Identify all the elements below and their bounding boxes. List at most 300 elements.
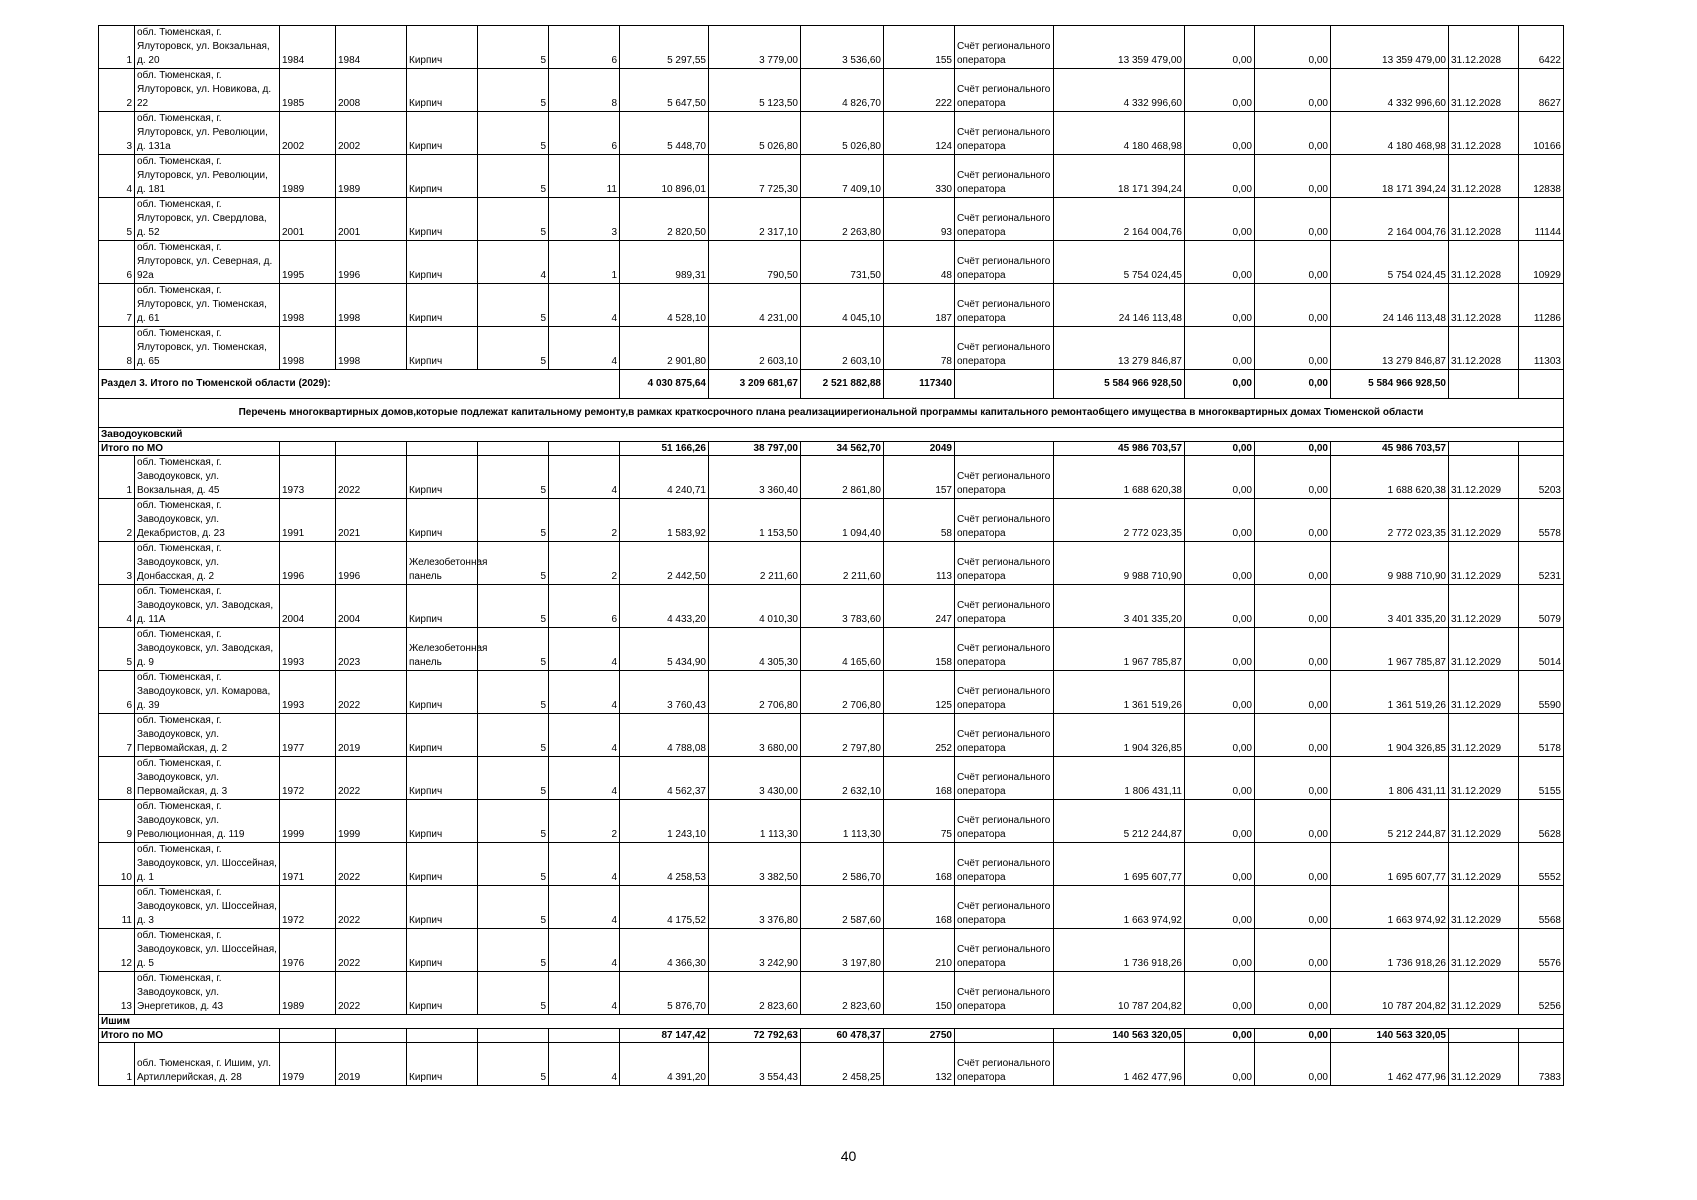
cell-c2: 0,00 bbox=[1255, 112, 1331, 155]
cell-fund: Счёт регионального оператора bbox=[955, 499, 1054, 542]
cell-c2: 0,00 bbox=[1255, 542, 1331, 585]
cell-floors: 5 bbox=[478, 155, 549, 198]
cell-address: обл. Тюменская, г. Заводоуковск, ул. Донбасская, д. 2 bbox=[135, 542, 280, 585]
cell-cost: 1 904 326,85 bbox=[1054, 714, 1185, 757]
cell-area-living: 3 376,80 bbox=[709, 886, 801, 929]
cell-entrances: 4 bbox=[549, 843, 620, 886]
cell-area-total: 4 258,53 bbox=[620, 843, 709, 886]
section-total-cost: 5 584 966 928,50 bbox=[1054, 370, 1185, 399]
cell-people: 157 bbox=[884, 456, 955, 499]
cell-address: обл. Тюменская, г. Заводоуковск, ул. Энергетиков, д. 43 bbox=[135, 972, 280, 1015]
table-row bbox=[99, 499, 1564, 542]
cell-area-res: 731,50 bbox=[801, 241, 884, 284]
cell-floors: 5 bbox=[478, 757, 549, 800]
cell-area-total: 2 901,80 bbox=[620, 327, 709, 370]
cell-cost2: 1 663 974,92 bbox=[1331, 886, 1449, 929]
cell-fund: Счёт регионального оператора bbox=[955, 198, 1054, 241]
table-row bbox=[99, 69, 1564, 112]
cell-n: 8 bbox=[99, 757, 135, 800]
cell-fund: Счёт регионального оператора bbox=[955, 456, 1054, 499]
cell-c2: 0,00 bbox=[1255, 327, 1331, 370]
cell-entrances: 11 bbox=[549, 155, 620, 198]
cell-area-living: 3 680,00 bbox=[709, 714, 801, 757]
cell-date: 31.12.2029 bbox=[1449, 671, 1519, 714]
cell-floors: 5 bbox=[478, 929, 549, 972]
cell-area-living: 2 211,60 bbox=[709, 542, 801, 585]
municipality-row bbox=[99, 428, 1564, 442]
cell-n: 2 bbox=[99, 499, 135, 542]
cell-fund: Счёт регионального оператора bbox=[955, 972, 1054, 1015]
cell-year-built: 1979 bbox=[280, 1043, 336, 1086]
cell-address: обл. Тюменская, г. Заводоуковск, ул. Заводская, д. 11А bbox=[135, 585, 280, 628]
cell-area-res: 4 045,10 bbox=[801, 284, 884, 327]
total-label: Итого по МО bbox=[99, 1029, 280, 1043]
cell-floors: 5 bbox=[478, 284, 549, 327]
total-cost2: 140 563 320,05 bbox=[1331, 1029, 1449, 1043]
cell-cost2: 5 754 024,45 bbox=[1331, 241, 1449, 284]
cell-material: Кирпич bbox=[407, 972, 478, 1015]
cell-cost: 4 180 468,98 bbox=[1054, 112, 1185, 155]
total-c1: 0,00 bbox=[1185, 1029, 1255, 1043]
cell-area-living: 3 360,40 bbox=[709, 456, 801, 499]
cell-c1: 0,00 bbox=[1185, 284, 1255, 327]
cell-code: 8627 bbox=[1519, 69, 1564, 112]
cell-year-renov: 2022 bbox=[336, 671, 407, 714]
cell-entrances: 4 bbox=[549, 714, 620, 757]
cell-c1: 0,00 bbox=[1185, 112, 1255, 155]
cell-entrances: 8 bbox=[549, 69, 620, 112]
cell-year-renov: 2022 bbox=[336, 757, 407, 800]
cell-material: Железобетонная панель bbox=[407, 628, 478, 671]
cell-date: 31.12.2029 bbox=[1449, 757, 1519, 800]
table-row bbox=[99, 671, 1564, 714]
cell-address: обл. Тюменская, г. Заводоуковск, ул. Первомайская, д. 2 bbox=[135, 714, 280, 757]
cell-area-total: 2 820,50 bbox=[620, 198, 709, 241]
table-row bbox=[99, 456, 1564, 499]
cell-material: Кирпич bbox=[407, 241, 478, 284]
cell-material: Кирпич bbox=[407, 929, 478, 972]
cell-date: 31.12.2029 bbox=[1449, 585, 1519, 628]
cell-code: 12838 bbox=[1519, 155, 1564, 198]
cell-area-res: 2 263,80 bbox=[801, 198, 884, 241]
cell-code: 5256 bbox=[1519, 972, 1564, 1015]
cell-material: Кирпич bbox=[407, 456, 478, 499]
cell-address: обл. Тюменская, г. Заводоуковск, ул. Заводская, д. 9 bbox=[135, 628, 280, 671]
table-row bbox=[99, 757, 1564, 800]
cell-material: Кирпич bbox=[407, 284, 478, 327]
cell-material: Кирпич bbox=[407, 26, 478, 69]
cell-c2: 0,00 bbox=[1255, 628, 1331, 671]
cell-year-renov: 2022 bbox=[336, 972, 407, 1015]
cell-floors: 5 bbox=[478, 198, 549, 241]
cell-n: 3 bbox=[99, 112, 135, 155]
cell-area-res: 2 603,10 bbox=[801, 327, 884, 370]
cell-entrances: 4 bbox=[549, 456, 620, 499]
cell-area-total: 4 391,20 bbox=[620, 1043, 709, 1086]
cell-entrances: 3 bbox=[549, 198, 620, 241]
cell-people: 58 bbox=[884, 499, 955, 542]
cell-area-res: 4 165,60 bbox=[801, 628, 884, 671]
cell-n: 1 bbox=[99, 26, 135, 69]
cell-c2: 0,00 bbox=[1255, 69, 1331, 112]
cell-code: 5203 bbox=[1519, 456, 1564, 499]
cell-area-total: 1 243,10 bbox=[620, 800, 709, 843]
cell-n: 11 bbox=[99, 886, 135, 929]
cell-address: обл. Тюменская, г. Заводоуковск, ул. Шоссейная, д. 1 bbox=[135, 843, 280, 886]
cell-c2: 0,00 bbox=[1255, 671, 1331, 714]
cell-area-total: 4 175,52 bbox=[620, 886, 709, 929]
cell-cost: 2 772 023,35 bbox=[1054, 499, 1185, 542]
cell-floors: 5 bbox=[478, 714, 549, 757]
cell-people: 132 bbox=[884, 1043, 955, 1086]
cell-n: 6 bbox=[99, 241, 135, 284]
cell-n: 3 bbox=[99, 542, 135, 585]
cell-date: 31.12.2029 bbox=[1449, 628, 1519, 671]
cell-date: 31.12.2029 bbox=[1449, 972, 1519, 1015]
cell-c2: 0,00 bbox=[1255, 241, 1331, 284]
empty-cell bbox=[955, 1029, 1054, 1043]
cell-fund: Счёт регионального оператора bbox=[955, 69, 1054, 112]
empty-cell bbox=[336, 442, 407, 456]
cell-cost2: 9 988 710,90 bbox=[1331, 542, 1449, 585]
cell-c2: 0,00 bbox=[1255, 155, 1331, 198]
cell-n: 5 bbox=[99, 198, 135, 241]
cell-year-built: 1984 bbox=[280, 26, 336, 69]
cell-cost: 13 279 846,87 bbox=[1054, 327, 1185, 370]
cell-year-built: 2001 bbox=[280, 198, 336, 241]
cell-c1: 0,00 bbox=[1185, 26, 1255, 69]
cell-address: обл. Тюменская, г. Заводоуковск, ул. Шоссейная, д. 3 bbox=[135, 886, 280, 929]
cell-cost2: 4 332 996,60 bbox=[1331, 69, 1449, 112]
empty-cell bbox=[955, 442, 1054, 456]
cell-area-living: 2 317,10 bbox=[709, 198, 801, 241]
cell-people: 78 bbox=[884, 327, 955, 370]
cell-c1: 0,00 bbox=[1185, 628, 1255, 671]
cell-fund: Счёт регионального оператора bbox=[955, 1043, 1054, 1086]
cell-area-living: 2 603,10 bbox=[709, 327, 801, 370]
cell-fund: Счёт регионального оператора bbox=[955, 241, 1054, 284]
cell-area-living: 3 242,90 bbox=[709, 929, 801, 972]
cell-fund: Счёт регионального оператора bbox=[955, 757, 1054, 800]
list-heading-row bbox=[99, 399, 1564, 428]
cell-entrances: 2 bbox=[549, 800, 620, 843]
cell-c2: 0,00 bbox=[1255, 843, 1331, 886]
section-total-people: 117340 bbox=[884, 370, 955, 399]
cell-c1: 0,00 bbox=[1185, 714, 1255, 757]
cell-c2: 0,00 bbox=[1255, 929, 1331, 972]
cell-address: обл. Тюменская, г. Заводоуковск, ул. Первомайская, д. 3 bbox=[135, 757, 280, 800]
cell-c2: 0,00 bbox=[1255, 886, 1331, 929]
cell-floors: 5 bbox=[478, 1043, 549, 1086]
cell-c1: 0,00 bbox=[1185, 757, 1255, 800]
cell-material: Кирпич bbox=[407, 327, 478, 370]
cell-cost: 24 146 113,48 bbox=[1054, 284, 1185, 327]
cell-entrances: 4 bbox=[549, 757, 620, 800]
cell-year-renov: 2019 bbox=[336, 714, 407, 757]
empty-cell bbox=[407, 442, 478, 456]
table-row bbox=[99, 628, 1564, 671]
cell-year-renov: 2019 bbox=[336, 1043, 407, 1086]
cell-entrances: 4 bbox=[549, 886, 620, 929]
cell-material: Кирпич bbox=[407, 585, 478, 628]
cell-people: 187 bbox=[884, 284, 955, 327]
cell-date: 31.12.2028 bbox=[1449, 112, 1519, 155]
cell-date: 31.12.2028 bbox=[1449, 327, 1519, 370]
cell-people: 93 bbox=[884, 198, 955, 241]
cell-code: 5079 bbox=[1519, 585, 1564, 628]
cell-material: Кирпич bbox=[407, 800, 478, 843]
cell-area-res: 7 409,10 bbox=[801, 155, 884, 198]
empty-cell bbox=[1519, 1029, 1564, 1043]
cell-n: 9 bbox=[99, 800, 135, 843]
cell-date: 31.12.2029 bbox=[1449, 499, 1519, 542]
cell-address: обл. Тюменская, г. Ишим, ул. Артиллерийская, д. 28 bbox=[135, 1043, 280, 1086]
cell-floors: 5 bbox=[478, 843, 549, 886]
empty-cell bbox=[1449, 370, 1519, 399]
cell-people: 222 bbox=[884, 69, 955, 112]
cell-date: 31.12.2029 bbox=[1449, 1043, 1519, 1086]
table-row bbox=[99, 26, 1564, 69]
cell-area-res: 2 632,10 bbox=[801, 757, 884, 800]
empty-cell bbox=[336, 1029, 407, 1043]
total-area-living: 38 797,00 bbox=[709, 442, 801, 456]
cell-date: 31.12.2028 bbox=[1449, 69, 1519, 112]
cell-cost2: 1 806 431,11 bbox=[1331, 757, 1449, 800]
cell-floors: 5 bbox=[478, 26, 549, 69]
cell-code: 11144 bbox=[1519, 198, 1564, 241]
cell-material: Кирпич bbox=[407, 112, 478, 155]
cell-floors: 5 bbox=[478, 800, 549, 843]
cell-people: 150 bbox=[884, 972, 955, 1015]
cell-date: 31.12.2028 bbox=[1449, 155, 1519, 198]
cell-c1: 0,00 bbox=[1185, 671, 1255, 714]
cell-cost2: 5 212 244,87 bbox=[1331, 800, 1449, 843]
cell-c1: 0,00 bbox=[1185, 886, 1255, 929]
cell-fund: Счёт регионального оператора bbox=[955, 542, 1054, 585]
cell-year-built: 1998 bbox=[280, 284, 336, 327]
cell-code: 5628 bbox=[1519, 800, 1564, 843]
cell-address: обл. Тюменская, г. Ялуторовск, ул. Свердлова, д. 52 bbox=[135, 198, 280, 241]
cell-fund: Счёт регионального оператора bbox=[955, 284, 1054, 327]
cell-n: 5 bbox=[99, 628, 135, 671]
table-row bbox=[99, 198, 1564, 241]
cell-area-res: 3 783,60 bbox=[801, 585, 884, 628]
cell-cost2: 2 164 004,76 bbox=[1331, 198, 1449, 241]
cell-people: 155 bbox=[884, 26, 955, 69]
cell-floors: 5 bbox=[478, 542, 549, 585]
cell-n: 12 bbox=[99, 929, 135, 972]
total-area-total: 51 166,26 bbox=[620, 442, 709, 456]
cell-area-res: 4 826,70 bbox=[801, 69, 884, 112]
cell-area-living: 1 113,30 bbox=[709, 800, 801, 843]
cell-area-total: 4 788,08 bbox=[620, 714, 709, 757]
cell-code: 11303 bbox=[1519, 327, 1564, 370]
cell-area-total: 989,31 bbox=[620, 241, 709, 284]
cell-date: 31.12.2029 bbox=[1449, 456, 1519, 499]
table-row bbox=[99, 112, 1564, 155]
cell-year-renov: 2004 bbox=[336, 585, 407, 628]
cell-address: обл. Тюменская, г. Заводоуковск, ул. Революционная, д. 119 bbox=[135, 800, 280, 843]
cell-code: 5178 bbox=[1519, 714, 1564, 757]
empty-cell bbox=[1449, 1029, 1519, 1043]
cell-c2: 0,00 bbox=[1255, 284, 1331, 327]
cell-code: 6422 bbox=[1519, 26, 1564, 69]
cell-area-total: 5 448,70 bbox=[620, 112, 709, 155]
cell-fund: Счёт регионального оператора bbox=[955, 671, 1054, 714]
cell-people: 252 bbox=[884, 714, 955, 757]
municipality-name: Заводоуковский bbox=[99, 428, 1564, 442]
cell-entrances: 4 bbox=[549, 628, 620, 671]
table-row bbox=[99, 972, 1564, 1015]
cell-cost2: 1 904 326,85 bbox=[1331, 714, 1449, 757]
cell-n: 4 bbox=[99, 585, 135, 628]
page-number: 40 bbox=[840, 1148, 857, 1164]
total-c2: 0,00 bbox=[1255, 1029, 1331, 1043]
cell-people: 168 bbox=[884, 886, 955, 929]
cell-code: 5155 bbox=[1519, 757, 1564, 800]
table-body bbox=[99, 26, 1564, 1086]
cell-n: 8 bbox=[99, 327, 135, 370]
cell-cost: 1 695 607,77 bbox=[1054, 843, 1185, 886]
cell-area-living: 2 706,80 bbox=[709, 671, 801, 714]
table-row bbox=[99, 155, 1564, 198]
cell-n: 1 bbox=[99, 1043, 135, 1086]
cell-area-total: 4 562,37 bbox=[620, 757, 709, 800]
cell-c1: 0,00 bbox=[1185, 1043, 1255, 1086]
cell-year-renov: 1998 bbox=[336, 327, 407, 370]
cell-date: 31.12.2029 bbox=[1449, 886, 1519, 929]
cell-c1: 0,00 bbox=[1185, 198, 1255, 241]
cell-entrances: 2 bbox=[549, 499, 620, 542]
cell-fund: Счёт регионального оператора bbox=[955, 327, 1054, 370]
cell-floors: 5 bbox=[478, 456, 549, 499]
cell-cost2: 18 171 394,24 bbox=[1331, 155, 1449, 198]
cell-cost: 9 988 710,90 bbox=[1054, 542, 1185, 585]
cell-address: обл. Тюменская, г. Заводоуковск, ул. Декабристов, д. 23 bbox=[135, 499, 280, 542]
cell-area-total: 5 434,90 bbox=[620, 628, 709, 671]
empty-cell bbox=[478, 442, 549, 456]
cell-year-renov: 2022 bbox=[336, 843, 407, 886]
cell-date: 31.12.2029 bbox=[1449, 714, 1519, 757]
cell-cost2: 13 279 846,87 bbox=[1331, 327, 1449, 370]
cell-people: 48 bbox=[884, 241, 955, 284]
cell-area-living: 1 153,50 bbox=[709, 499, 801, 542]
cell-material: Кирпич bbox=[407, 155, 478, 198]
cell-n: 7 bbox=[99, 714, 135, 757]
cell-area-res: 2 797,80 bbox=[801, 714, 884, 757]
cell-code: 5576 bbox=[1519, 929, 1564, 972]
cell-c1: 0,00 bbox=[1185, 542, 1255, 585]
cell-floors: 5 bbox=[478, 112, 549, 155]
cell-entrances: 4 bbox=[549, 327, 620, 370]
cell-c1: 0,00 bbox=[1185, 499, 1255, 542]
cell-floors: 5 bbox=[478, 585, 549, 628]
total-area-living: 72 792,63 bbox=[709, 1029, 801, 1043]
cell-date: 31.12.2029 bbox=[1449, 843, 1519, 886]
cell-year-built: 1993 bbox=[280, 671, 336, 714]
section-total-row bbox=[99, 370, 1564, 399]
cell-year-built: 1977 bbox=[280, 714, 336, 757]
cell-address: обл. Тюменская, г. Заводоуковск, ул. Шоссейная, д. 5 bbox=[135, 929, 280, 972]
cell-year-renov: 2002 bbox=[336, 112, 407, 155]
cell-c1: 0,00 bbox=[1185, 327, 1255, 370]
cell-c1: 0,00 bbox=[1185, 241, 1255, 284]
cell-year-renov: 2001 bbox=[336, 198, 407, 241]
cell-cost: 5 212 244,87 bbox=[1054, 800, 1185, 843]
cell-cost2: 1 967 785,87 bbox=[1331, 628, 1449, 671]
empty-cell bbox=[478, 1029, 549, 1043]
cell-year-renov: 1996 bbox=[336, 241, 407, 284]
cell-c1: 0,00 bbox=[1185, 155, 1255, 198]
cell-year-built: 1995 bbox=[280, 241, 336, 284]
cell-cost2: 3 401 335,20 bbox=[1331, 585, 1449, 628]
cell-n: 13 bbox=[99, 972, 135, 1015]
cell-material: Кирпич bbox=[407, 198, 478, 241]
capital-repair-table bbox=[98, 25, 1564, 1086]
cell-date: 31.12.2028 bbox=[1449, 284, 1519, 327]
cell-year-renov: 1984 bbox=[336, 26, 407, 69]
table-row bbox=[99, 929, 1564, 972]
cell-year-renov: 1989 bbox=[336, 155, 407, 198]
cell-code: 7383 bbox=[1519, 1043, 1564, 1086]
cell-floors: 5 bbox=[478, 886, 549, 929]
cell-people: 168 bbox=[884, 757, 955, 800]
cell-area-living: 7 725,30 bbox=[709, 155, 801, 198]
cell-entrances: 6 bbox=[549, 26, 620, 69]
cell-n: 4 bbox=[99, 155, 135, 198]
cell-floors: 5 bbox=[478, 499, 549, 542]
cell-n: 6 bbox=[99, 671, 135, 714]
cell-cost2: 1 688 620,38 bbox=[1331, 456, 1449, 499]
cell-area-total: 5 876,70 bbox=[620, 972, 709, 1015]
cell-cost: 1 663 974,92 bbox=[1054, 886, 1185, 929]
cell-cost2: 10 787 204,82 bbox=[1331, 972, 1449, 1015]
cell-fund: Счёт регионального оператора bbox=[955, 585, 1054, 628]
cell-floors: 5 bbox=[478, 327, 549, 370]
cell-cost2: 1 695 607,77 bbox=[1331, 843, 1449, 886]
cell-area-res: 2 458,25 bbox=[801, 1043, 884, 1086]
cell-c1: 0,00 bbox=[1185, 843, 1255, 886]
cell-year-renov: 2021 bbox=[336, 499, 407, 542]
cell-cost: 1 806 431,11 bbox=[1054, 757, 1185, 800]
cell-fund: Счёт регионального оператора bbox=[955, 628, 1054, 671]
cell-code: 5568 bbox=[1519, 886, 1564, 929]
cell-year-built: 1998 bbox=[280, 327, 336, 370]
cell-cost: 1 462 477,96 bbox=[1054, 1043, 1185, 1086]
cell-entrances: 1 bbox=[549, 241, 620, 284]
empty-cell bbox=[407, 1029, 478, 1043]
cell-cost: 18 171 394,24 bbox=[1054, 155, 1185, 198]
table-row bbox=[99, 800, 1564, 843]
cell-entrances: 6 bbox=[549, 585, 620, 628]
table-row bbox=[99, 585, 1564, 628]
municipality-name: Ишим bbox=[99, 1015, 1564, 1029]
cell-code: 5014 bbox=[1519, 628, 1564, 671]
cell-year-renov: 2008 bbox=[336, 69, 407, 112]
cell-cost: 1 967 785,87 bbox=[1054, 628, 1185, 671]
cell-year-built: 1996 bbox=[280, 542, 336, 585]
cell-c1: 0,00 bbox=[1185, 585, 1255, 628]
cell-area-res: 2 211,60 bbox=[801, 542, 884, 585]
table-row bbox=[99, 1043, 1564, 1086]
cell-floors: 5 bbox=[478, 69, 549, 112]
cell-entrances: 4 bbox=[549, 929, 620, 972]
cell-year-renov: 2023 bbox=[336, 628, 407, 671]
empty-cell bbox=[1519, 370, 1564, 399]
cell-cost: 1 736 918,26 bbox=[1054, 929, 1185, 972]
section-total-c1: 0,00 bbox=[1185, 370, 1255, 399]
cell-area-res: 1 094,40 bbox=[801, 499, 884, 542]
